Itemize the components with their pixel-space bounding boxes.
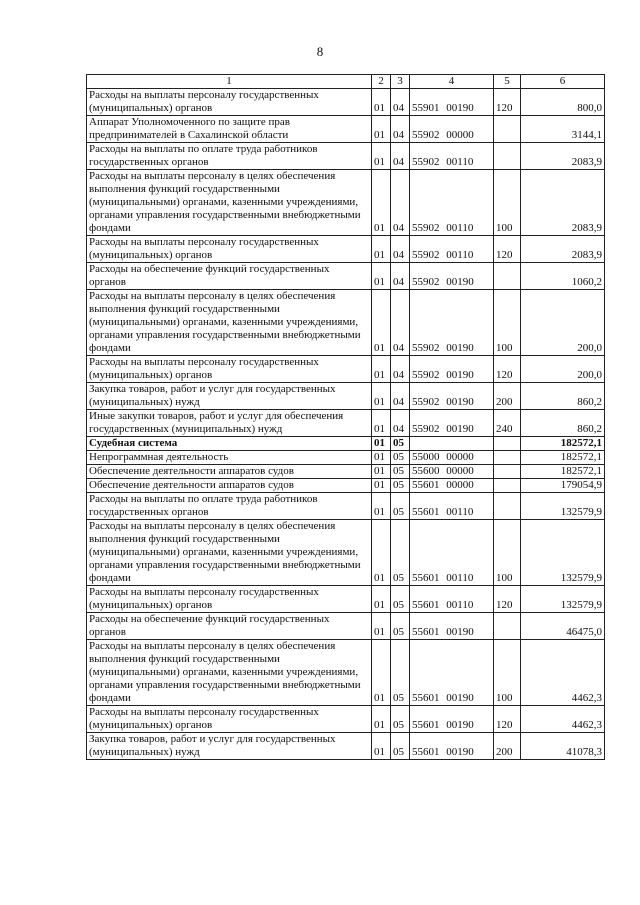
expense-type-cell: 240 <box>494 410 521 437</box>
table-row <box>87 465 605 479</box>
target-article-cell: 55601 00110 <box>410 520 494 586</box>
expense-name-cell: Расходы на выплаты по оплате труда работников государственных органов <box>87 493 372 520</box>
table-row <box>87 236 605 263</box>
target-article-cell: 55902 00190 <box>410 263 494 290</box>
section-code-cell: 01 <box>372 613 391 640</box>
expense-name-cell: Непрограммная деятельность <box>87 451 372 465</box>
subsection-code-cell: 05 <box>391 640 410 706</box>
target-article-cell: 55601 00190 <box>410 733 494 760</box>
target-article-cell: 55601 00000 <box>410 479 494 493</box>
header-col-4: 4 <box>410 75 494 89</box>
header-col-3: 3 <box>391 75 410 89</box>
section-code-cell: 01 <box>372 706 391 733</box>
target-article-cell: 55902 00190 <box>410 410 494 437</box>
subsection-code-cell: 04 <box>391 170 410 236</box>
expense-name-cell: Расходы на выплаты персоналу в целях обеспечения выполнения функций государственными (муниципальными) органами, казенными учреждениями, органами управления государственными внебюджетными фондами <box>87 640 372 706</box>
section-code-cell: 01 <box>372 356 391 383</box>
expense-type-cell <box>494 143 521 170</box>
target-article-cell: 55601 00190 <box>410 706 494 733</box>
table-row <box>87 437 605 451</box>
expense-name-cell: Расходы на выплаты персоналу в целях обеспечения выполнения функций государственными (муниципальными) органами, казенными учреждениями, органами управления государственными внебюджетными фондами <box>87 170 372 236</box>
section-code-cell: 01 <box>372 290 391 356</box>
expense-type-cell: 200 <box>494 383 521 410</box>
target-article-cell: 55902 00190 <box>410 290 494 356</box>
expense-name-cell: Обеспечение деятельности аппаратов судов <box>87 465 372 479</box>
section-code-cell: 01 <box>372 465 391 479</box>
subsection-code-cell: 05 <box>391 479 410 493</box>
subsection-code-cell: 04 <box>391 410 410 437</box>
amount-cell: 132579,9 <box>521 586 605 613</box>
table-row <box>87 410 605 437</box>
expense-name-cell: Закупка товаров, работ и услуг для государственных (муниципальных) нужд <box>87 383 372 410</box>
subsection-code-cell: 05 <box>391 613 410 640</box>
table-row <box>87 356 605 383</box>
subsection-code-cell: 04 <box>391 116 410 143</box>
target-article-cell: 55902 00110 <box>410 236 494 263</box>
amount-cell: 200,0 <box>521 356 605 383</box>
amount-cell: 132579,9 <box>521 520 605 586</box>
target-article-cell: 55901 00190 <box>410 89 494 116</box>
header-col-1: 1 <box>87 75 372 89</box>
expense-name-cell: Расходы на выплаты персоналу государственных (муниципальных) органов <box>87 236 372 263</box>
expense-name-cell: Расходы на выплаты по оплате труда работников государственных органов <box>87 143 372 170</box>
subsection-code-cell: 04 <box>391 290 410 356</box>
amount-cell: 182572,1 <box>521 437 605 451</box>
subsection-code-cell: 05 <box>391 520 410 586</box>
target-article-cell: 55902 00190 <box>410 383 494 410</box>
amount-cell: 860,2 <box>521 383 605 410</box>
header-row <box>87 75 605 89</box>
target-article-cell: 55902 00000 <box>410 116 494 143</box>
section-code-cell: 01 <box>372 410 391 437</box>
table-row <box>87 116 605 143</box>
section-code-cell: 01 <box>372 263 391 290</box>
expense-type-cell <box>494 263 521 290</box>
expense-type-cell: 100 <box>494 290 521 356</box>
table-row <box>87 451 605 465</box>
section-code-cell: 01 <box>372 437 391 451</box>
section-code-cell: 01 <box>372 116 391 143</box>
expense-type-cell <box>494 465 521 479</box>
expense-type-cell <box>494 479 521 493</box>
subsection-code-cell: 04 <box>391 143 410 170</box>
subsection-code-cell: 04 <box>391 236 410 263</box>
table-row <box>87 479 605 493</box>
amount-cell: 2083,9 <box>521 143 605 170</box>
expense-type-cell <box>494 451 521 465</box>
target-article-cell: 55902 00110 <box>410 170 494 236</box>
section-code-cell: 01 <box>372 170 391 236</box>
target-article-cell: 55902 00190 <box>410 356 494 383</box>
section-code-cell: 01 <box>372 89 391 116</box>
target-article-cell: 55600 00000 <box>410 465 494 479</box>
subsection-code-cell: 05 <box>391 465 410 479</box>
expense-name-cell: Иные закупки товаров, работ и услуг для обеспечения государственных (муниципальных) нужд <box>87 410 372 437</box>
table-row <box>87 520 605 586</box>
amount-cell: 182572,1 <box>521 451 605 465</box>
section-code-cell: 01 <box>372 520 391 586</box>
header-col-6: 6 <box>521 75 605 89</box>
table-row <box>87 263 605 290</box>
target-article-cell: 55601 00110 <box>410 493 494 520</box>
amount-cell: 4462,3 <box>521 706 605 733</box>
expense-type-cell: 100 <box>494 640 521 706</box>
subsection-code-cell: 04 <box>391 89 410 116</box>
header-col-2: 2 <box>372 75 391 89</box>
table-row <box>87 89 605 116</box>
expense-name-cell: Расходы на выплаты персоналу государственных (муниципальных) органов <box>87 89 372 116</box>
subsection-code-cell: 05 <box>391 586 410 613</box>
target-article-cell: 55601 00110 <box>410 586 494 613</box>
table-row <box>87 733 605 760</box>
subsection-code-cell: 04 <box>391 263 410 290</box>
amount-cell: 46475,0 <box>521 613 605 640</box>
expense-name-cell: Расходы на выплаты персоналу в целях обеспечения выполнения функций государственными (муниципальными) органами, казенными учреждениями, органами управления государственными внебюджетными фондами <box>87 290 372 356</box>
expense-type-cell: 120 <box>494 89 521 116</box>
section-code-cell: 01 <box>372 236 391 263</box>
table-row <box>87 383 605 410</box>
section-code-cell: 01 <box>372 143 391 170</box>
expense-name-cell: Закупка товаров, работ и услуг для государственных (муниципальных) нужд <box>87 733 372 760</box>
expense-type-cell <box>494 613 521 640</box>
table-row <box>87 586 605 613</box>
section-code-cell: 01 <box>372 383 391 410</box>
amount-cell: 2083,9 <box>521 170 605 236</box>
expense-type-cell: 200 <box>494 733 521 760</box>
expense-name-cell: Расходы на обеспечение функций государственных органов <box>87 613 372 640</box>
target-article-cell: 55601 00190 <box>410 613 494 640</box>
expense-type-cell: 120 <box>494 356 521 383</box>
section-code-cell: 01 <box>372 733 391 760</box>
table-row <box>87 640 605 706</box>
page-number: 8 <box>316 44 324 59</box>
amount-cell: 1060,2 <box>521 263 605 290</box>
subsection-code-cell: 04 <box>391 356 410 383</box>
section-code-cell: 01 <box>372 586 391 613</box>
expense-type-cell: 100 <box>494 170 521 236</box>
section-code-cell: 01 <box>372 640 391 706</box>
section-code-cell: 01 <box>372 479 391 493</box>
amount-cell: 182572,1 <box>521 465 605 479</box>
target-article-cell <box>410 437 494 451</box>
amount-cell: 4462,3 <box>521 640 605 706</box>
expense-type-cell <box>494 116 521 143</box>
amount-cell: 2083,9 <box>521 236 605 263</box>
table-row <box>87 613 605 640</box>
table-row <box>87 170 605 236</box>
expense-name-cell: Расходы на выплаты персоналу государственных (муниципальных) органов <box>87 706 372 733</box>
target-article-cell: 55000 00000 <box>410 451 494 465</box>
target-article-cell: 55902 00110 <box>410 143 494 170</box>
subsection-code-cell: 05 <box>391 493 410 520</box>
header-col-5: 5 <box>494 75 521 89</box>
expense-name-cell: Расходы на выплаты персоналу в целях обеспечения выполнения функций государственными (муниципальными) органами, казенными учреждениями, органами управления государственными внебюджетными фондами <box>87 520 372 586</box>
table-row <box>87 143 605 170</box>
expense-name-cell: Расходы на выплаты персоналу государственных (муниципальных) органов <box>87 586 372 613</box>
amount-cell: 132579,9 <box>521 493 605 520</box>
subsection-code-cell: 05 <box>391 451 410 465</box>
subsection-code-cell: 05 <box>391 706 410 733</box>
expense-type-cell: 120 <box>494 706 521 733</box>
amount-cell: 800,0 <box>521 89 605 116</box>
expense-type-cell: 100 <box>494 520 521 586</box>
expense-type-cell <box>494 493 521 520</box>
amount-cell: 200,0 <box>521 290 605 356</box>
expense-name-cell: Расходы на обеспечение функций государственных органов <box>87 263 372 290</box>
amount-cell: 179054,9 <box>521 479 605 493</box>
table-row <box>87 290 605 356</box>
table-row <box>87 706 605 733</box>
expense-name-cell: Обеспечение деятельности аппаратов судов <box>87 479 372 493</box>
subsection-code-cell: 05 <box>391 437 410 451</box>
amount-cell: 41078,3 <box>521 733 605 760</box>
amount-cell: 3144,1 <box>521 116 605 143</box>
amount-cell: 860,2 <box>521 410 605 437</box>
table-row <box>87 493 605 520</box>
expense-type-cell <box>494 437 521 451</box>
expense-name-cell: Аппарат Уполномоченного по защите прав предпринимателей в Сахалинской области <box>87 116 372 143</box>
expense-type-cell: 120 <box>494 586 521 613</box>
target-article-cell: 55601 00190 <box>410 640 494 706</box>
expense-type-cell: 120 <box>494 236 521 263</box>
expense-name-cell: Расходы на выплаты персоналу государственных (муниципальных) органов <box>87 356 372 383</box>
section-code-cell: 01 <box>372 493 391 520</box>
expense-name-cell: Судебная система <box>87 437 372 451</box>
section-code-cell: 01 <box>372 451 391 465</box>
subsection-code-cell: 05 <box>391 733 410 760</box>
budget-table <box>86 74 605 760</box>
subsection-code-cell: 04 <box>391 383 410 410</box>
